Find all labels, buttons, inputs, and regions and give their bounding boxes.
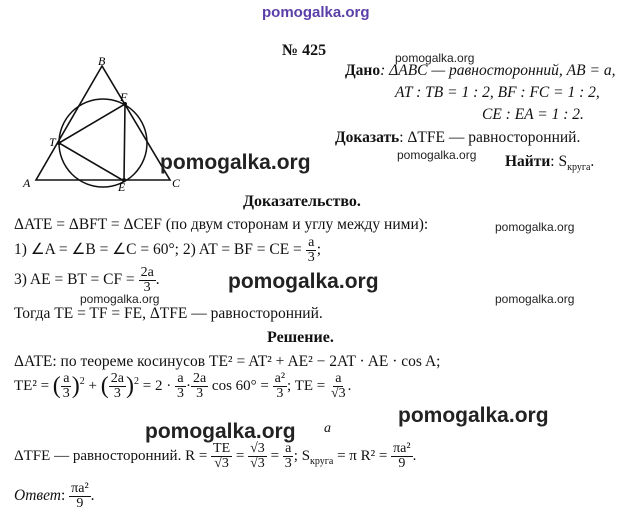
frac-num: a: [177, 371, 184, 386]
frac-num: 2a: [110, 371, 124, 386]
floating-a: a: [324, 421, 331, 436]
frac-num: √3: [250, 441, 265, 456]
watermark-big: pomogalka.org: [145, 420, 296, 443]
exp: 2: [133, 375, 139, 387]
given-text-1: : ΔABC — равносторонний, AB = a,: [380, 62, 616, 79]
frac-den: 3: [176, 386, 184, 401]
rest-text: = π R² =: [337, 447, 388, 464]
fraction: [273, 372, 287, 401]
label-f: F: [120, 90, 128, 104]
given-text-2: AT : TB = 1 : 2, BF : FC = 1 : 2,: [395, 84, 600, 101]
frac-den: 3: [276, 386, 284, 401]
dot: .: [412, 447, 417, 464]
proof-title: Доказательство.: [243, 193, 361, 210]
s-text: ; S: [293, 447, 311, 464]
proof-line-2-text: 1) ∠A = ∠B = ∠C = 60°; 2) AT = BF = CE =: [14, 241, 302, 259]
frac-den: √3: [250, 456, 265, 471]
label-e: E: [118, 180, 126, 191]
fraction: [391, 442, 412, 471]
proof-line-2: [14, 236, 321, 265]
exp: 2: [79, 375, 85, 387]
fraction: [61, 372, 72, 401]
solution-line-1: ΔATE: по теореме косинусов TE² = AT² + AE² − 2AT · AE · cos A;: [14, 353, 441, 370]
answer-line: Ответ: $\frac{\text{πa²}}{9}$ .: [14, 481, 95, 511]
watermark-big: pomogalka.org: [160, 151, 311, 174]
prove-text: : ΔTFE — равносторонний.: [399, 129, 581, 146]
watermark-big: pomogalka.org: [228, 270, 379, 293]
find-line: [505, 153, 594, 173]
te2-label: TE² =: [14, 377, 50, 394]
label-t: T: [49, 135, 56, 149]
paren: (: [52, 373, 61, 399]
proof-line-4: Тогда TE = TF = FE, ΔTFE — равносторонний.: [14, 305, 323, 322]
frac-num: a: [285, 441, 292, 456]
circumcircle: [59, 99, 147, 187]
fraction: [248, 442, 267, 471]
given-label: Дано: [345, 62, 381, 79]
frac-num: 2a: [140, 265, 154, 280]
solution-title: Решение.: [267, 329, 334, 346]
proof-line-2-end: ;: [316, 241, 321, 259]
given-line-3: [482, 106, 584, 124]
watermark-small: pomogalka.org: [495, 292, 575, 306]
cos-text: cos 60° =: [211, 377, 269, 394]
frac-num: a: [335, 371, 342, 386]
problem-number: № 425: [282, 42, 327, 59]
frac-den: 3: [307, 250, 315, 265]
frac-num: πa²: [393, 441, 411, 456]
fraction-a-3: [306, 236, 317, 265]
s-sub: круга: [310, 455, 334, 467]
dot: .: [347, 377, 352, 394]
watermark-top: pomogalka.org: [262, 4, 370, 21]
find-text: : S: [550, 153, 568, 170]
eq: =: [270, 447, 280, 464]
fraction-2a-3: [139, 266, 156, 295]
label-c: C: [172, 176, 181, 190]
answer-end: .: [90, 487, 95, 505]
answer-label: Ответ: [14, 487, 61, 505]
paren: ): [71, 373, 80, 399]
frac-den: 3: [143, 280, 151, 295]
frac-num: TE: [213, 441, 231, 456]
proof-line-3: [14, 266, 160, 295]
frac-num: a: [63, 371, 70, 386]
frac-den: √3: [214, 456, 229, 471]
frac-den: √3: [330, 386, 346, 401]
find-label: Найти: [505, 153, 551, 170]
prove-label: Доказать: [335, 129, 400, 146]
mid-text: = 2 ·: [142, 377, 172, 394]
fraction: [329, 372, 348, 401]
find-end: .: [590, 153, 595, 170]
watermark-small: pomogalka.org: [80, 292, 160, 306]
frac-num: 2a: [192, 371, 207, 386]
frac-den: 3: [196, 386, 204, 401]
te-text: ; TE =: [287, 377, 326, 394]
proof-line-3-text: 3) AE = BT = CF =: [14, 271, 135, 289]
given-text-3: CE : EA = 1 : 2.: [482, 106, 584, 123]
fraction: [283, 442, 294, 471]
solution-line-2: TE² = ( $\frac{a}{3}$ )$^2$ + ( $\frac{2a}{3}$ )$^2$ = 2 · $\frac{a}{3}$ · $\frac{2a}{3}$ cos 60° = $\frac{\text{a²}}{3}$ ; TE = $\frac{a}{√3}$ .: [14, 371, 352, 401]
frac-den: 3: [62, 386, 70, 401]
given-line-1: [345, 62, 615, 80]
proof-line-1: ΔATE = ΔBFT = ΔCEF (по двум сторонам и углу между ними):: [14, 216, 429, 233]
prove-line: [335, 129, 580, 147]
label-a: A: [23, 176, 31, 190]
frac-num: a: [308, 235, 315, 250]
paren: ): [125, 373, 134, 399]
answer-fraction: [69, 482, 90, 511]
given-line-2: [395, 84, 600, 102]
frac-den: 9: [398, 456, 406, 471]
line3-start: ΔTFE — равносторонний. R =: [14, 447, 208, 464]
watermark-small: pomogalka.org: [397, 148, 477, 162]
frac-den: 9: [76, 496, 84, 511]
fraction: [191, 372, 208, 401]
triangle-abc: [36, 66, 170, 180]
watermark-small: pomogalka.org: [395, 51, 475, 65]
frac-den: 3: [284, 456, 292, 471]
point-t: [57, 141, 61, 145]
watermark-small: pomogalka.org: [495, 220, 575, 234]
proof-line-3-end: .: [155, 271, 160, 289]
frac-den: 3: [113, 386, 121, 401]
frac-num: a²: [274, 371, 286, 386]
find-sub: круга: [567, 162, 591, 174]
paren: (: [100, 373, 109, 399]
fraction: [175, 372, 186, 401]
solution-line-3: [14, 442, 416, 471]
frac-num: πa²: [71, 481, 89, 496]
fraction: [109, 372, 126, 401]
eq: =: [235, 447, 245, 464]
watermark-big: pomogalka.org: [398, 404, 549, 427]
fraction: [211, 442, 232, 471]
label-b: B: [98, 56, 106, 68]
